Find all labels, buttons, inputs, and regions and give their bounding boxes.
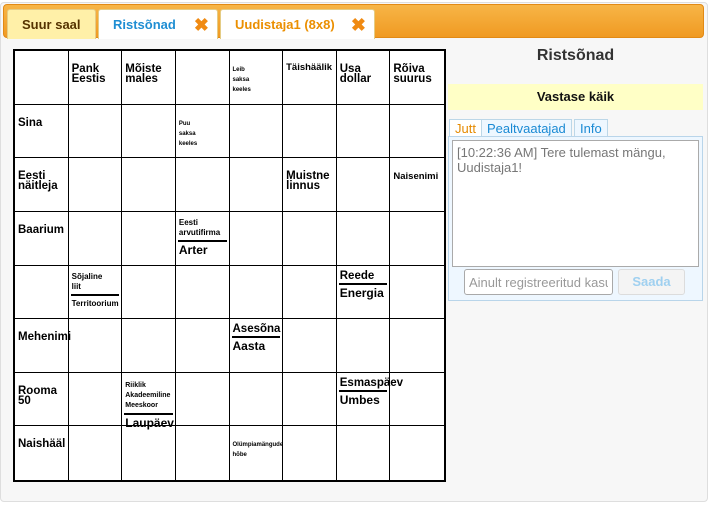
clue-cell-split[interactable] [176,212,230,266]
clue-text: Täishäälik [286,62,333,73]
chat-tab-info[interactable]: Info [574,119,608,137]
clue-cell-split[interactable] [230,319,284,373]
clue-text: Olümpiamängude hõbe [232,442,284,459]
clue-text: Riiklik Akadeemiline Meeskoor [125,381,171,409]
answer-cell[interactable] [390,212,444,266]
answer-cell[interactable] [176,266,230,320]
clue-text: Laupäev [125,415,174,430]
clue-cell[interactable] [390,158,444,212]
clue-divider [71,294,120,296]
clue-cell[interactable] [15,158,69,212]
clue-text: Mehenimi [18,331,72,344]
clue-text: Baarium [18,223,65,236]
clue-text: Arter [178,242,208,257]
answer-cell[interactable] [122,319,176,373]
answer-cell[interactable] [176,426,230,480]
tab-label: Ristsõnad [113,17,176,32]
clue-divider [178,240,227,242]
answer-cell[interactable] [337,319,391,373]
answer-cell[interactable] [337,212,391,266]
clue-divider [124,413,173,415]
answer-cell[interactable] [69,319,123,373]
clue-text: Sõjaline liit [71,271,103,291]
clue-cell[interactable] [15,105,69,159]
answer-cell[interactable] [176,158,230,212]
clue-cell-split[interactable] [122,373,176,430]
clue-cell[interactable] [15,426,69,480]
crossword-grid [13,49,446,482]
answer-cell[interactable] [390,266,444,320]
answer-cell[interactable] [176,373,230,427]
clue-text: Usa dollar [339,63,372,85]
answer-cell[interactable] [390,426,444,480]
clue-text: Naishääl [18,438,66,451]
clue-cell[interactable] [15,212,69,266]
clue-cell[interactable] [230,426,284,480]
panel-title: Ristsõnad [536,47,615,64]
clue-cell-split[interactable] [337,266,391,320]
clue-cell[interactable] [15,319,72,373]
answer-cell[interactable] [390,373,444,427]
clue-text: Leib saksa keeles [232,67,251,93]
answer-cell[interactable] [230,212,284,266]
clue-cell[interactable] [283,51,337,105]
tab-uudistaja-game[interactable] [220,9,375,39]
clue-text: Energia [339,285,384,300]
answer-cell[interactable] [283,319,337,373]
close-icon[interactable]: ✖ [350,15,366,35]
answer-cell[interactable] [337,105,391,159]
answer-cell[interactable] [176,319,230,373]
clue-divider [339,390,388,392]
tab-label: Uudistaja1 (8x8) [235,17,335,32]
answer-cell[interactable] [283,426,337,480]
clue-text: Naisenimi [393,171,439,183]
clue-text: Puu saksa keeles [178,120,198,147]
answer-cell[interactable] [230,158,284,212]
clue-text: Asesõna [232,323,281,336]
answer-cell[interactable] [122,266,176,320]
answer-cell[interactable] [122,212,176,266]
clue-text: Reede [339,269,375,282]
clue-text: Esmaspäev [339,376,404,389]
answer-cell[interactable] [230,266,284,320]
answer-cell[interactable] [283,373,337,427]
clue-cell[interactable] [337,51,391,105]
answer-cell[interactable] [390,319,444,373]
clue-divider [232,336,281,338]
answer-cell[interactable] [230,373,284,427]
answer-cell[interactable] [390,105,444,159]
answer-cell[interactable] [337,426,391,480]
answer-cell[interactable] [283,266,337,320]
clue-cell[interactable] [230,51,284,105]
clue-cell[interactable] [176,105,230,159]
clue-text: Territoorium [71,298,119,308]
clue-text: Pank Eestis [71,63,106,85]
clue-text: Eesti arvutifirma [178,217,221,237]
answer-cell[interactable] [122,158,176,212]
send-button[interactable]: Saada [618,269,685,295]
answer-cell[interactable] [15,51,69,105]
answer-cell[interactable] [69,426,123,480]
chat-tabs [448,119,703,137]
tab-label: Suur saal [22,17,81,32]
clue-text: Rõiva suurus [393,63,432,85]
clue-text: Rooma 50 [18,384,57,407]
clue-cell[interactable] [69,51,123,105]
chat-tab-jutt[interactable]: Jutt [449,119,482,137]
chat-log[interactable]: [10:22:36 AM] Tere tulemast mängu, Uudistaja1! [452,140,699,267]
clue-text: Umbes [339,392,380,407]
chat-input[interactable] [464,269,613,295]
clue-text: Sina [18,116,43,129]
clue-text: Aasta [232,339,266,354]
answer-cell[interactable] [15,266,69,320]
answer-cell[interactable] [230,105,284,159]
answer-cell[interactable] [337,158,391,212]
clue-divider [339,283,388,285]
answer-cell[interactable] [122,426,176,480]
clue-cell[interactable] [122,51,176,105]
answer-cell[interactable] [69,158,123,212]
clue-text: Muistne linnus [286,170,330,193]
clue-text: Mõiste males [125,63,162,85]
clue-cell[interactable] [283,158,337,212]
answer-cell[interactable] [69,105,123,159]
chat-tab-pealtvaatajad[interactable]: Pealtvaatajad [481,119,572,137]
answer-cell[interactable] [176,51,230,105]
tab-suur-saal[interactable] [7,9,96,39]
close-icon[interactable]: ✖ [193,15,209,35]
turn-status: Vastase käik [448,84,703,110]
clue-text: Eesti näitleja [18,170,58,193]
answer-cell[interactable] [283,105,337,159]
answer-cell[interactable] [122,105,176,159]
clue-cell[interactable] [15,373,69,427]
clue-cell-split[interactable] [69,266,123,320]
answer-cell[interactable] [69,373,123,427]
clue-cell-split[interactable] [337,373,404,427]
tab-bar [3,4,704,38]
answer-cell[interactable] [69,212,123,266]
tab-ristsonad[interactable] [98,9,218,39]
answer-cell[interactable] [283,212,337,266]
clue-cell[interactable] [390,51,444,105]
